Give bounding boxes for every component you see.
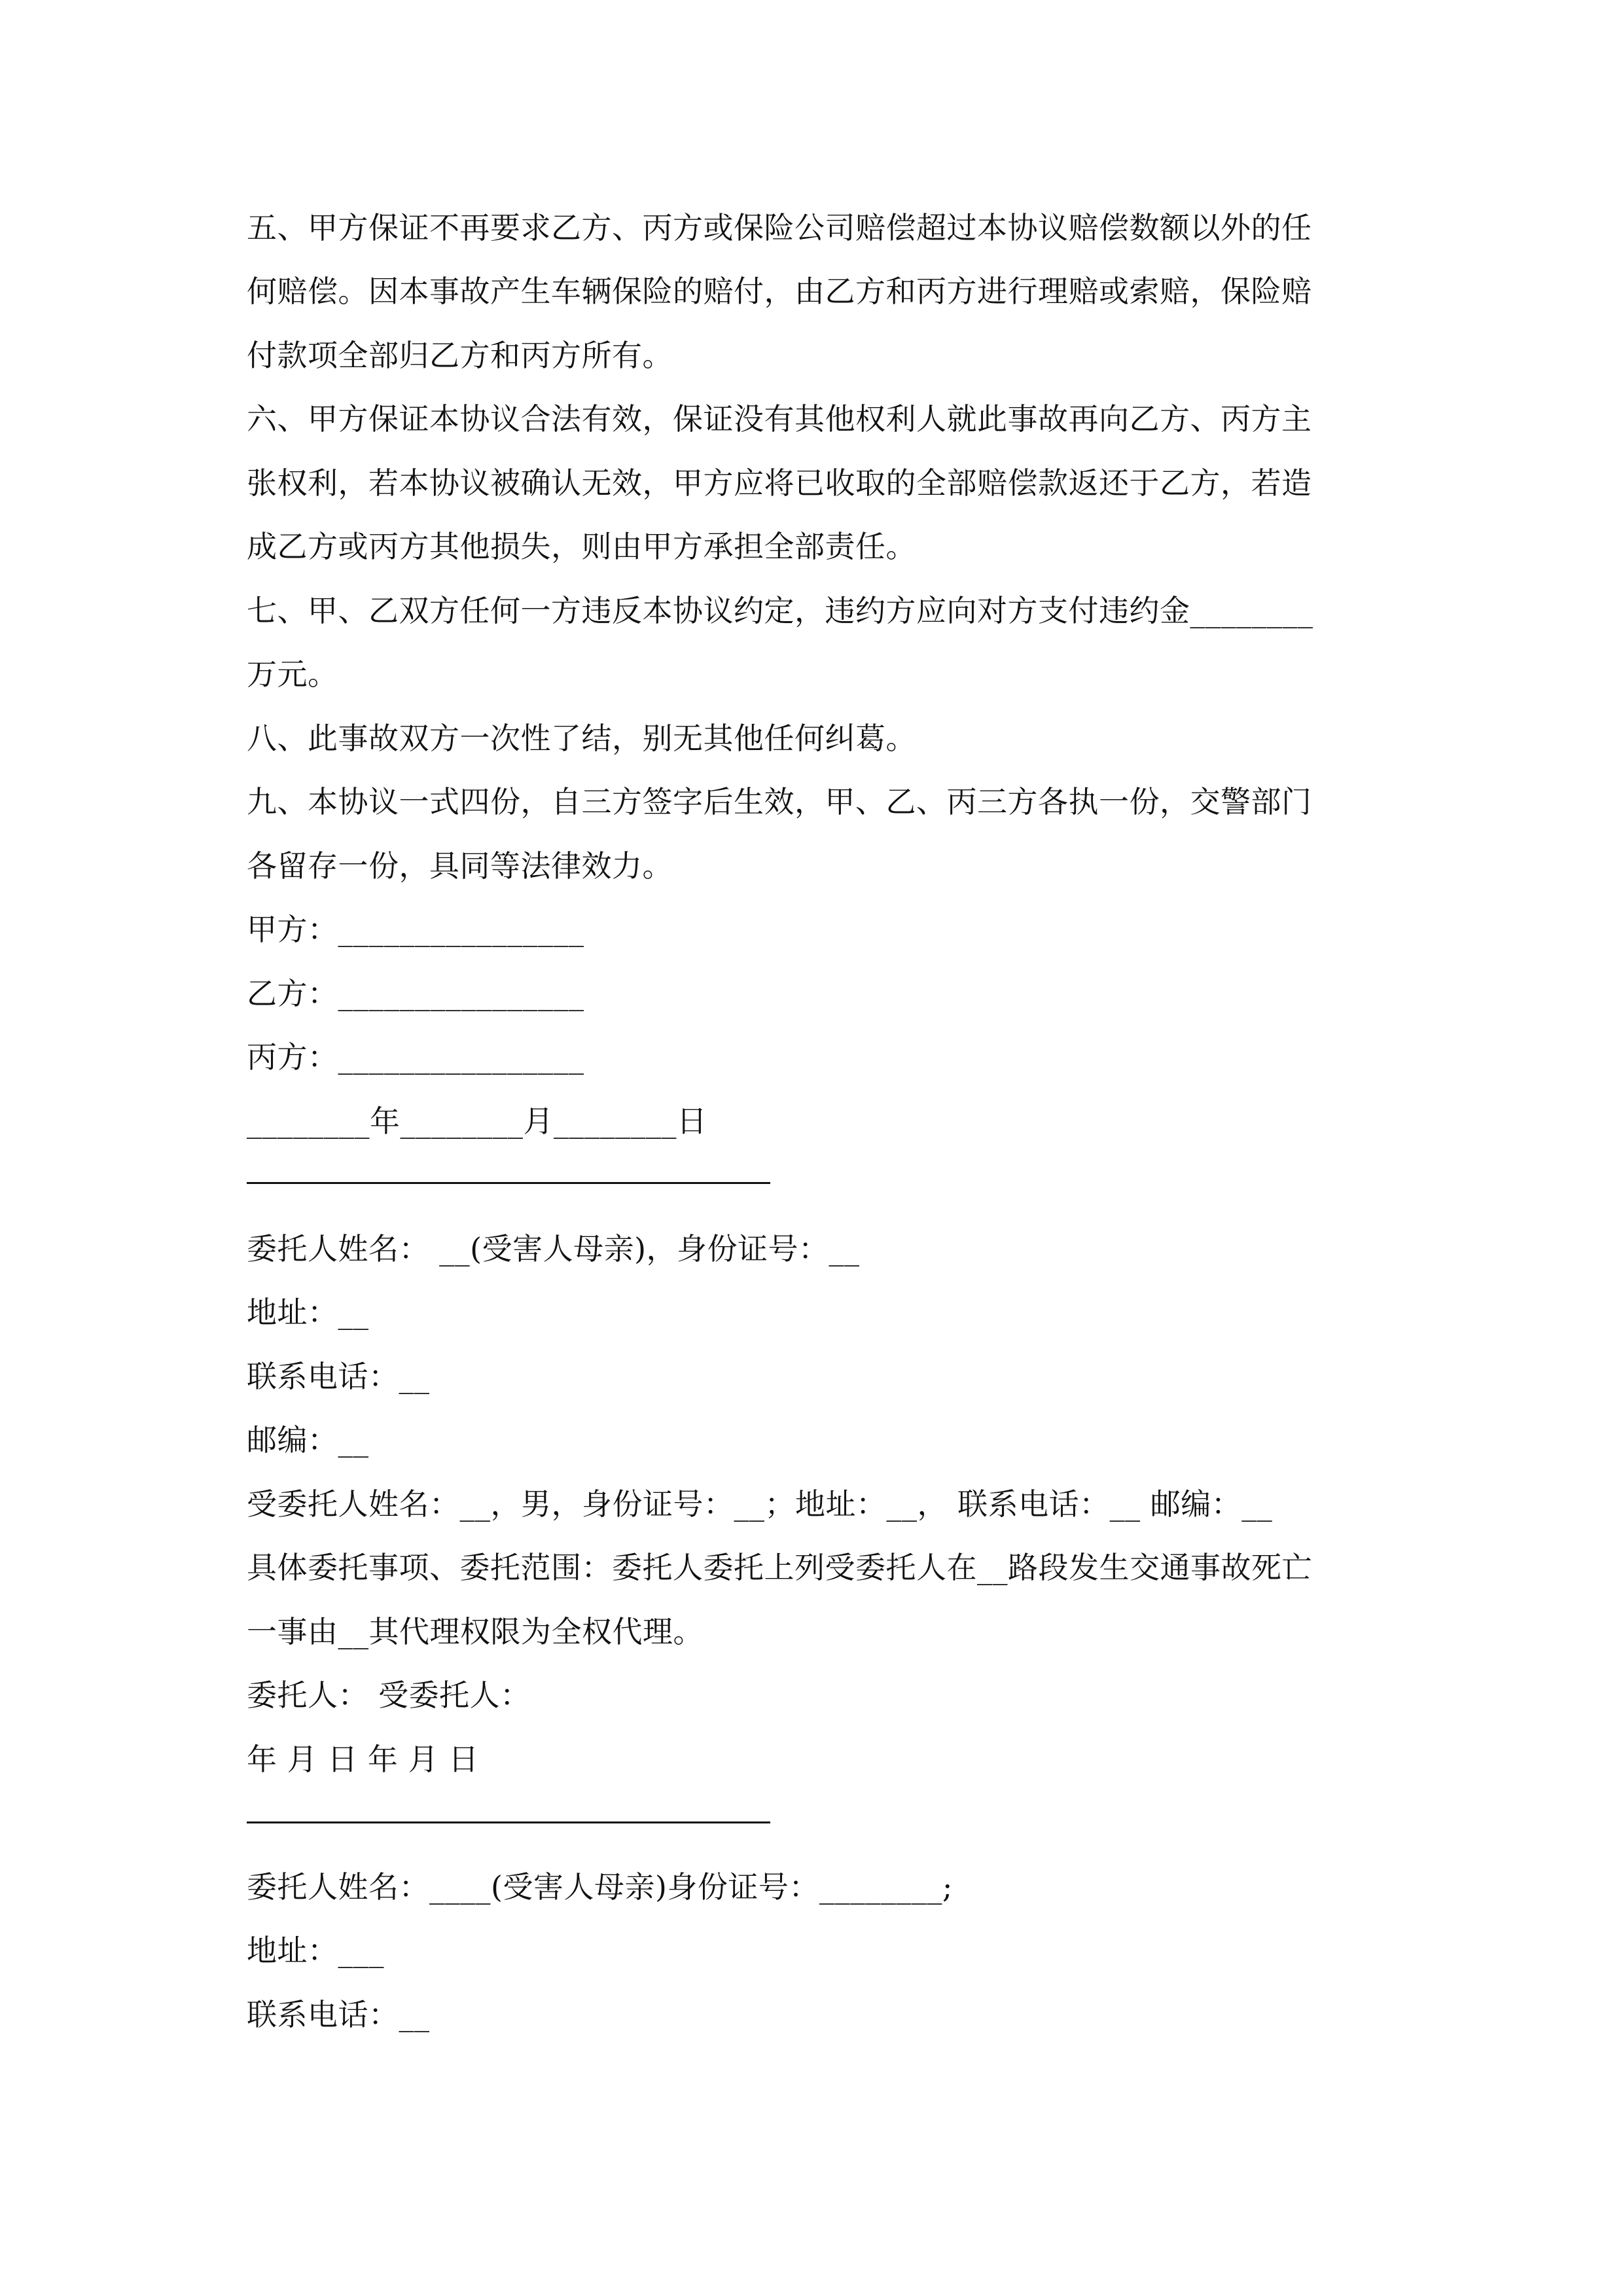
principal-name-line-2: 委托人姓名：____(受害人母亲)身份证号：________;	[247, 1869, 953, 1905]
clause-5-line-2: 何赔偿。因本事故产生车辆保险的赔付，由乙方和丙方进行理赔或索赔，保险赔	[247, 274, 1312, 309]
clause-6-line-2: 张权利，若本协议被确认无效，甲方应将已收取的全部赔偿款返还于乙方，若造	[247, 465, 1312, 501]
principal-name-line: 委托人姓名： __(受害人母亲)，身份证号：__	[247, 1231, 860, 1266]
signatures-line: 委托人： 受委托人：	[247, 1677, 531, 1713]
party-c-signature: 丙方：________________	[247, 1039, 584, 1075]
clause-7-line-1: 七、甲、乙双方任何一方违反本协议约定，违约方应向对方支付违约金________	[247, 593, 1313, 628]
party-a-signature: 甲方：________________	[247, 912, 584, 947]
entrustment-scope-line-2: 一事由__其代理权限为全权代理。	[247, 1614, 704, 1649]
party-b-signature: 乙方：________________	[247, 976, 584, 1011]
clause-6-line-3: 成乙方或丙方其他损失，则由甲方承担全部责任。	[247, 529, 916, 564]
principal-postcode-line: 邮编：__	[247, 1422, 369, 1458]
principal-phone-line-2: 联系电话：__	[247, 1997, 430, 2032]
section-divider-1	[247, 1182, 770, 1184]
principal-address-line: 地址：__	[247, 1295, 369, 1330]
clause-7-line-2: 万元。	[247, 656, 338, 692]
principal-address-line-2: 地址：___	[247, 1933, 384, 1968]
principal-phone-line: 联系电话：__	[247, 1359, 430, 1394]
clause-5-line-1: 五、甲方保证不再要求乙方、丙方或保险公司赔偿超过本协议赔偿数额以外的任	[247, 210, 1312, 245]
clause-9-line-1: 九、本协议一式四份，自三方签字后生效，甲、乙、丙三方各执一份，交警部门	[247, 784, 1312, 819]
agent-info-line: 受委托人姓名：__，男，身份证号：__；地址：__， 联系电话：__ 邮编：__	[247, 1486, 1273, 1522]
signing-date-line: ________年________月________日	[247, 1103, 707, 1139]
clause-9-line-2: 各留存一份，具同等法律效力。	[247, 848, 673, 884]
clause-6-line-1: 六、甲方保证本协议合法有效，保证没有其他权利人就此事故再向乙方、丙方主	[247, 401, 1312, 437]
section-divider-2	[247, 1821, 770, 1823]
signature-dates-line: 年 月 日 年 月 日	[247, 1742, 479, 1777]
clause-5-line-3: 付款项全部归乙方和丙方所有。	[247, 338, 673, 373]
clause-8-line-1: 八、此事故双方一次性了结，别无其他任何纠葛。	[247, 721, 916, 756]
entrustment-scope-line-1: 具体委托事项、委托范围：委托人委托上列受委托人在__路段发生交通事故死亡	[247, 1550, 1312, 1585]
